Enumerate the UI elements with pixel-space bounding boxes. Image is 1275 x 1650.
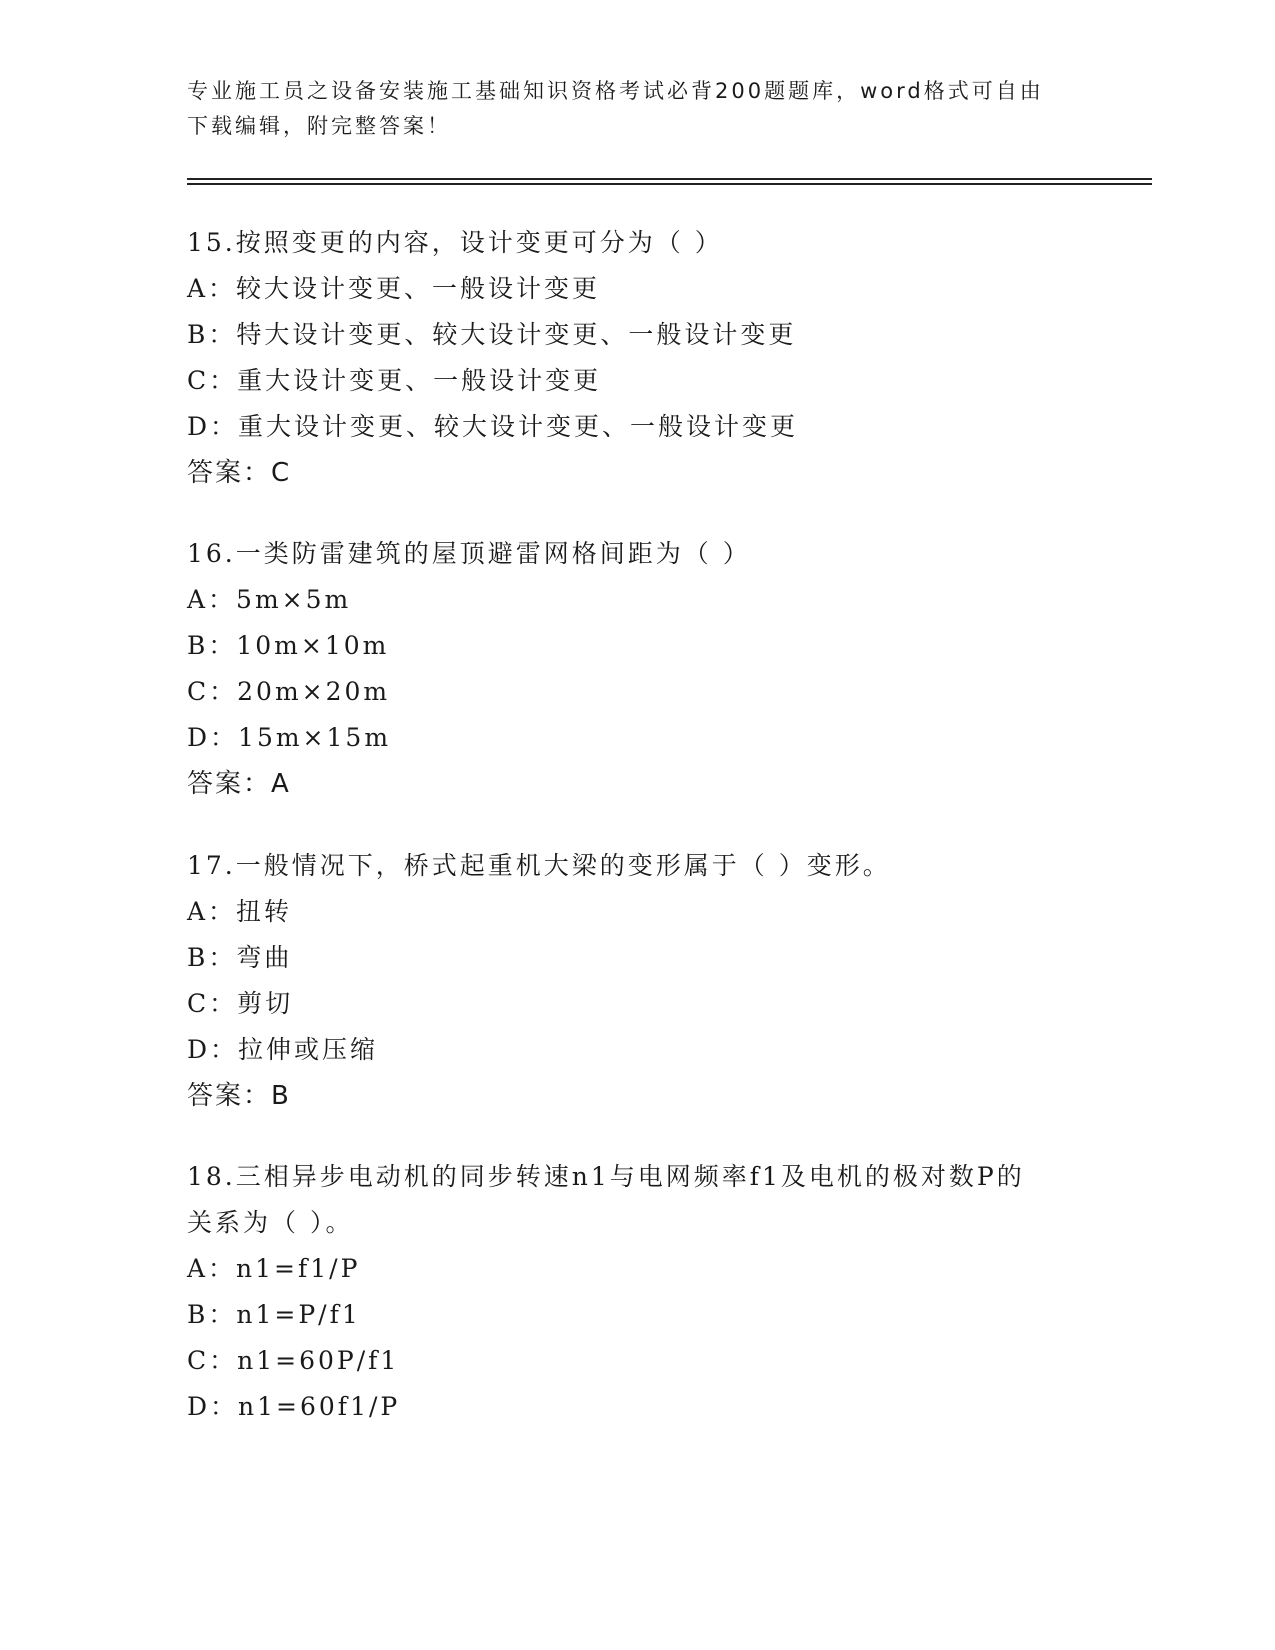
question-18	[187, 1154, 1147, 1430]
option-d: D：拉伸或压缩	[187, 1035, 379, 1064]
answer-label: 答案：A	[187, 769, 291, 799]
header-line-1: 专业施工员之设备安装施工基础知识资格考试必背200题题库，word格式可自由	[187, 79, 1044, 103]
header-line-2: 下载编辑，附完整答案！	[187, 114, 451, 138]
question-stem: 15.按照变更的内容，设计变更可分为（ ）	[187, 228, 723, 257]
option-b: B：n1=P/f1	[187, 1300, 361, 1329]
option-d: D：15m×15m	[187, 723, 392, 752]
option-c: C：20m×20m	[187, 677, 391, 706]
option-d: D：n1=60f1/P	[187, 1392, 401, 1421]
question-stem-line-1: 18.三相异步电动机的同步转速n1与电网频率f1及电机的极对数P的	[187, 1162, 1025, 1191]
option-c: C：n1=60P/f1	[187, 1346, 400, 1375]
question-stem: 17.一般情况下，桥式起重机大梁的变形属于（ ）变形。	[187, 851, 891, 880]
header-divider-bottom	[187, 183, 1152, 185]
document-header	[187, 74, 1067, 144]
answer-label: 答案：C	[187, 458, 292, 488]
question-stem-line-2: 关系为（ ）。	[187, 1208, 354, 1237]
option-b: B：10m×10m	[187, 631, 390, 660]
option-c: C：剪切	[187, 989, 294, 1018]
option-a: A：5m×5m	[187, 585, 352, 614]
header-divider-top	[187, 178, 1152, 180]
option-a: A：n1=f1/P	[187, 1254, 361, 1283]
question-15	[187, 220, 1147, 496]
option-d: D：重大设计变更、较大设计变更、一般设计变更	[187, 412, 799, 441]
option-a: A：较大设计变更、一般设计变更	[187, 274, 601, 303]
option-c: C：重大设计变更、一般设计变更	[187, 366, 602, 395]
option-a: A：扭转	[187, 897, 293, 926]
question-stem: 16.一类防雷建筑的屋顶避雷网格间距为（ ）	[187, 539, 751, 568]
option-b: B：弯曲	[187, 943, 293, 972]
question-17	[187, 843, 1147, 1119]
question-16	[187, 531, 1147, 807]
answer-label: 答案：B	[187, 1081, 291, 1111]
option-b: B：特大设计变更、较大设计变更、一般设计变更	[187, 320, 797, 349]
